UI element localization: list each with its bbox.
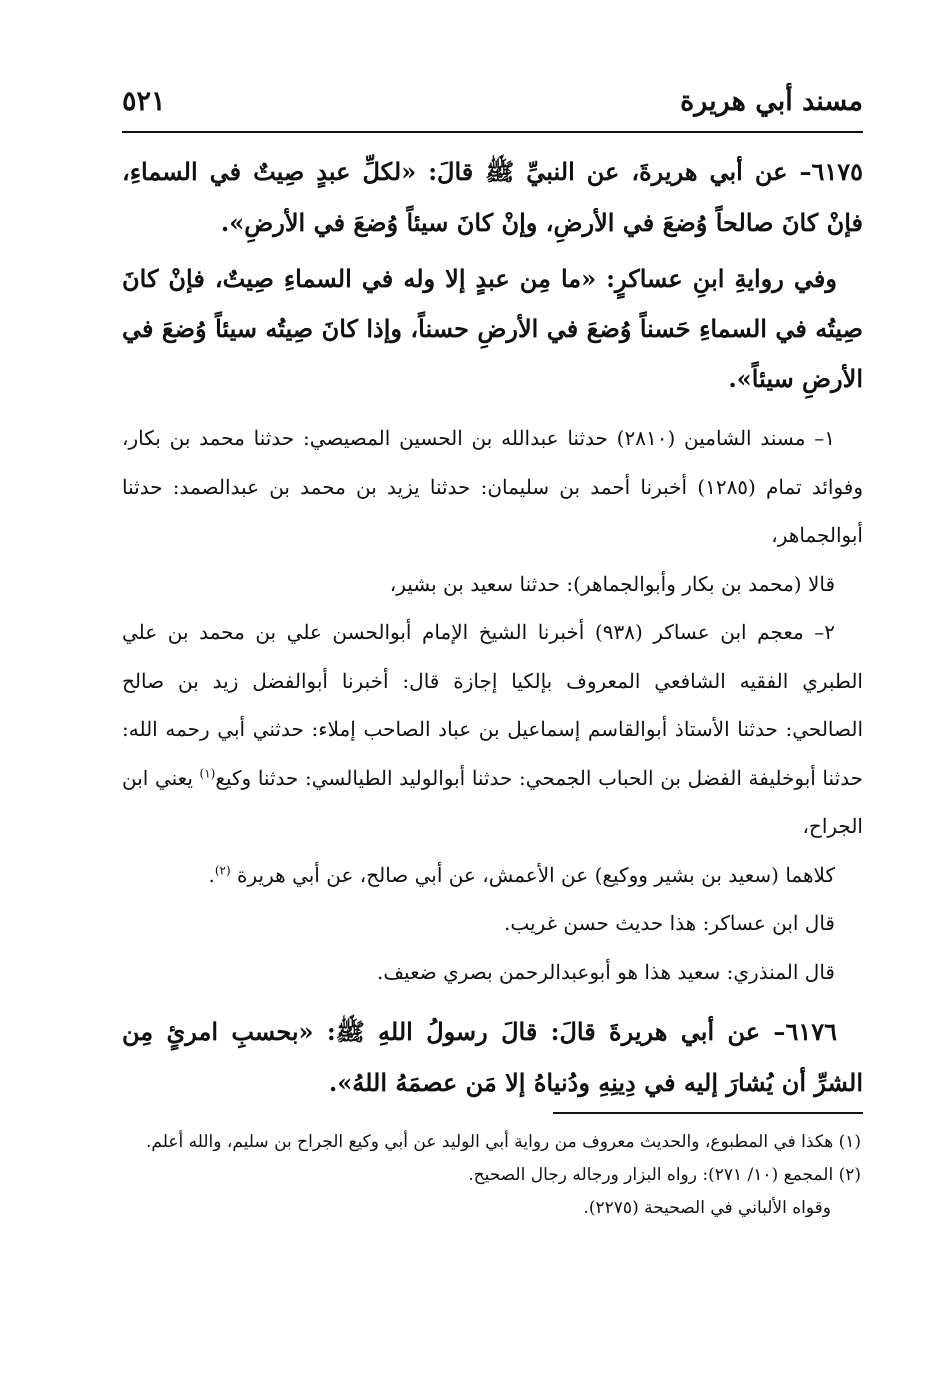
source-2-text-end: يعني ابن الجراح، bbox=[122, 765, 863, 838]
footnote-ref-2[interactable]: (٢) bbox=[214, 862, 231, 877]
footnote-ref-1[interactable]: (١) bbox=[199, 765, 216, 780]
source-2-joint-text: كلاهما (سعيد بن بشير ووكيع) عن الأعمش، عن أبي صالح، عن أبي هريرة bbox=[237, 862, 835, 887]
footnote-2: (٢) المجمع (١٠/ ٢٧١): رواه البزار ورجاله رجال الصحيح. bbox=[468, 1165, 861, 1185]
hadith-6175-riwaya: وفي روايةِ ابنِ عساكرٍ: «ما مِن عبدٍ إلا وله في السماءِ صِيتٌ، فإنْ كانَ صِيتُه في السماءِ حَسناً وُضعَ في الأرضِ حسناً، وإذا كانَ صِيتُه سيئاً وُضعَ في الأرضِ سيئاً». bbox=[122, 264, 863, 393]
book-title: مسند أبي هريرة bbox=[680, 86, 863, 117]
footnote-2-continued: وقواه الألباني في الصحيحة (٢٢٧٥). bbox=[583, 1198, 831, 1218]
takhrij-section bbox=[122, 414, 863, 996]
footnotes bbox=[126, 1126, 861, 1225]
source-2 bbox=[122, 608, 863, 851]
running-header bbox=[122, 82, 863, 122]
source-1: ١– مسند الشامين (٢٨١٠) حدثنا عبدالله بن الحسين المصيصي: حدثنا محمد بن بكار، وفوائد تمام (١٢٨٥) أخبرنا أحمد بن سليمان: حدثنا يزيد بن محمد بن عبدالصمد: حدثنا أبوالجماهر، bbox=[122, 426, 863, 547]
hadith-6176: ٦١٧٦– عن أبي هريرةَ قالَ: قالَ رسولُ اللهِ ﷺ: «بحسبِ امرئٍ مِن الشرِّ أن يُشارَ إليه في دِينِهِ ودُنياهُ إلا مَن عصمَهُ اللهُ». bbox=[122, 1017, 863, 1097]
source-2-joint bbox=[122, 851, 863, 900]
footnote-rule bbox=[553, 1112, 863, 1114]
source-2-joint-end: . bbox=[208, 862, 215, 887]
source-2-text: ٢– معجم ابن عساكر (٩٣٨) أخبرنا الشيخ الإمام أبوالحسن علي بن محمد بن علي الطبري الفقيه الشافعي المعروف بإلكيا إجازة قال: أخبرنا أبوالفضل زيد بن صالح الصالحي: حدثنا الأستاذ أبوالقاسم إسماعيل بن عباد الصاحب إملاء: حدثني أبي رحمه الله: حدثنا أبوخليفة الفضل بن الحباب الجمحي: حدثنا أبوالوليد الطيالسي: حدثنا وكيع bbox=[122, 620, 863, 790]
main-text bbox=[122, 146, 863, 1108]
footnote-1: (١) هكذا في المطبوع، والحديث معروف من رواية أبي الوليد عن أبي وكيع الجراح بن سليم، والله أعلم. bbox=[145, 1132, 861, 1152]
mundhiri-grading: قال المنذري: سعيد هذا هو أبوعبدالرحمن بصري ضعيف. bbox=[377, 959, 835, 984]
source-1-joint: قالا (محمد بن بكار وأبوالجماهر): حدثنا سعيد بن بشير، bbox=[389, 571, 835, 596]
header-rule bbox=[122, 131, 863, 133]
ibn-asakir-grading: قال ابن عساكر: هذا حديث حسن غريب. bbox=[504, 911, 835, 935]
page-number: ٥٢١ bbox=[122, 86, 166, 117]
hadith-6175: ٦١٧٥– عن أبي هريرةَ، عن النبيِّ ﷺ قالَ: «لكلِّ عبدٍ صِيتٌ في السماءِ، فإنْ كانَ صالحاً وُضعَ في الأرضِ، وإنْ كانَ سيئاً وُضعَ في الأرضِ». bbox=[122, 157, 863, 237]
